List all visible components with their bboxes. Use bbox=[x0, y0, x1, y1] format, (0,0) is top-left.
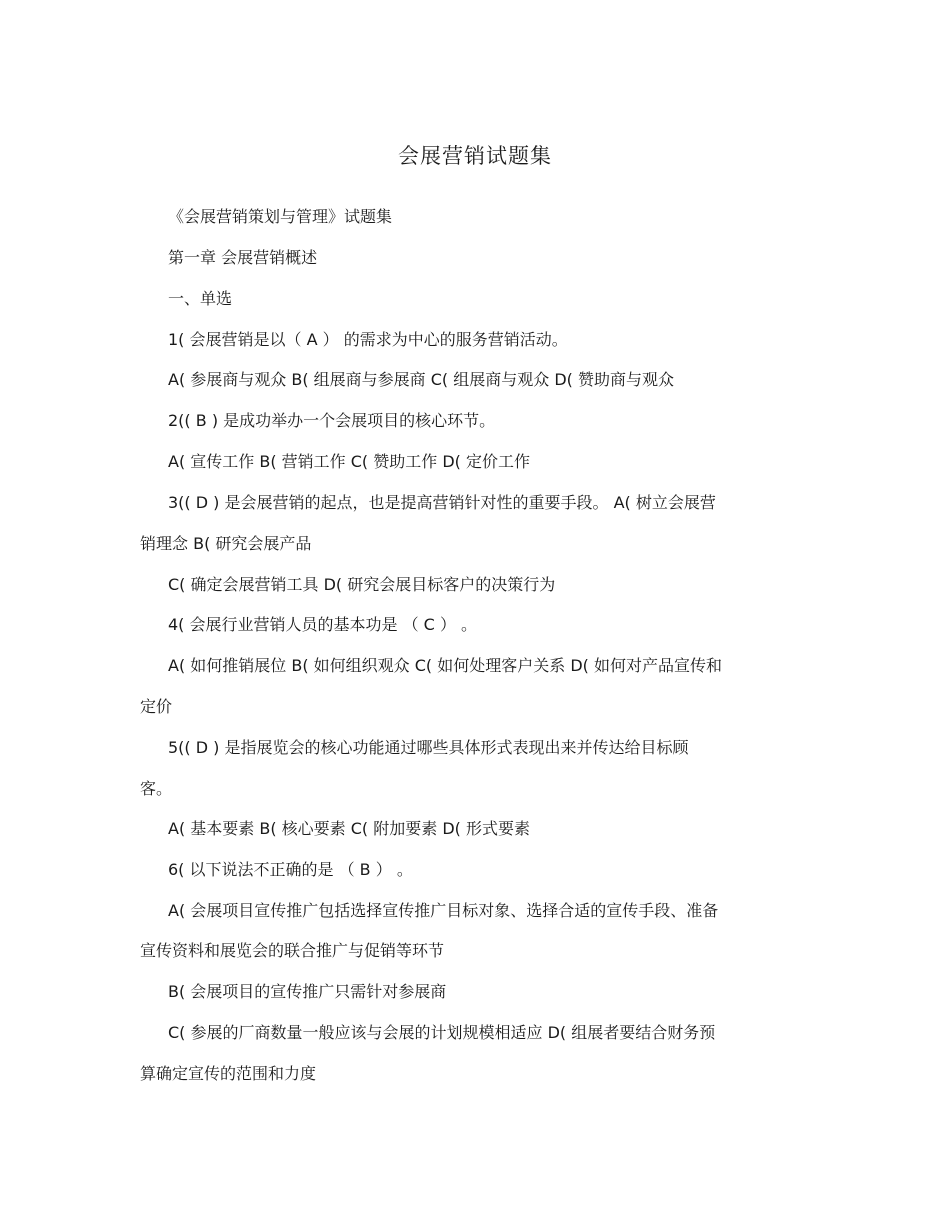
book-title-line: 《会展营销策划与管理》试题集 bbox=[168, 207, 393, 226]
question-4-cont: 定价 bbox=[140, 697, 173, 716]
question-2: 2(( B ) 是成功举办一个会展项目的核心环节。 bbox=[168, 411, 496, 430]
question-4-options: A( 如何推销展位 B( 如何组织观众 C( 如何处理客户关系 D( 如何对产品宣传和 bbox=[168, 656, 722, 675]
chapter-heading: 第一章 会展营销概述 bbox=[168, 248, 318, 267]
question-6-option-cd: C( 参展的厂商数量一般应该与会展的计划规模相适应 D( 组展者要结合财务预 bbox=[168, 1023, 716, 1042]
question-6-option-a: A( 会展项目宣传推广包括选择宣传推广目标对象、选择合适的宣传手段、准备 bbox=[168, 901, 719, 920]
question-2-options: A( 宣传工作 B( 营销工作 C( 赞助工作 D( 定价工作 bbox=[168, 452, 530, 471]
question-3-options: C( 确定会展营销工具 D( 研究会展目标客户的决策行为 bbox=[168, 575, 556, 594]
question-3-cont: 销理念 B( 研究会展产品 bbox=[140, 534, 312, 553]
question-3: 3(( D ) 是会展营销的起点，也是提高营销针对性的重要手段。 A( 树立会展营 bbox=[168, 493, 716, 512]
question-6-option-b: B( 会展项目的宣传推广只需针对参展商 bbox=[168, 982, 447, 1001]
question-5-cont: 客。 bbox=[140, 779, 173, 798]
document-title: 会展营销试题集 bbox=[398, 144, 552, 168]
question-5-options: A( 基本要素 B( 核心要素 C( 附加要素 D( 形式要素 bbox=[168, 819, 530, 838]
question-1-options: A( 参展商与观众 B( 组展商与参展商 C( 组展商与观众 D( 赞助商与观众 bbox=[168, 370, 674, 389]
question-6-option-d-cont: 算确定宣传的范围和力度 bbox=[140, 1064, 317, 1083]
section-heading: 一、单选 bbox=[168, 289, 233, 308]
question-4: 4( 会展行业营销人员的基本功是 （ C ） 。 bbox=[168, 615, 478, 634]
question-6-option-a-cont: 宣传资料和展览会的联合推广与促销等环节 bbox=[140, 941, 445, 960]
question-5: 5(( D ) 是指展览会的核心功能通过哪些具体形式表现出来并传达给目标顾 bbox=[168, 738, 689, 757]
question-1: 1( 会展营销是以（ A ） 的需求为中心的服务营销活动。 bbox=[168, 330, 568, 349]
question-6: 6( 以下说法不正确的是 （ B ） 。 bbox=[168, 860, 413, 879]
